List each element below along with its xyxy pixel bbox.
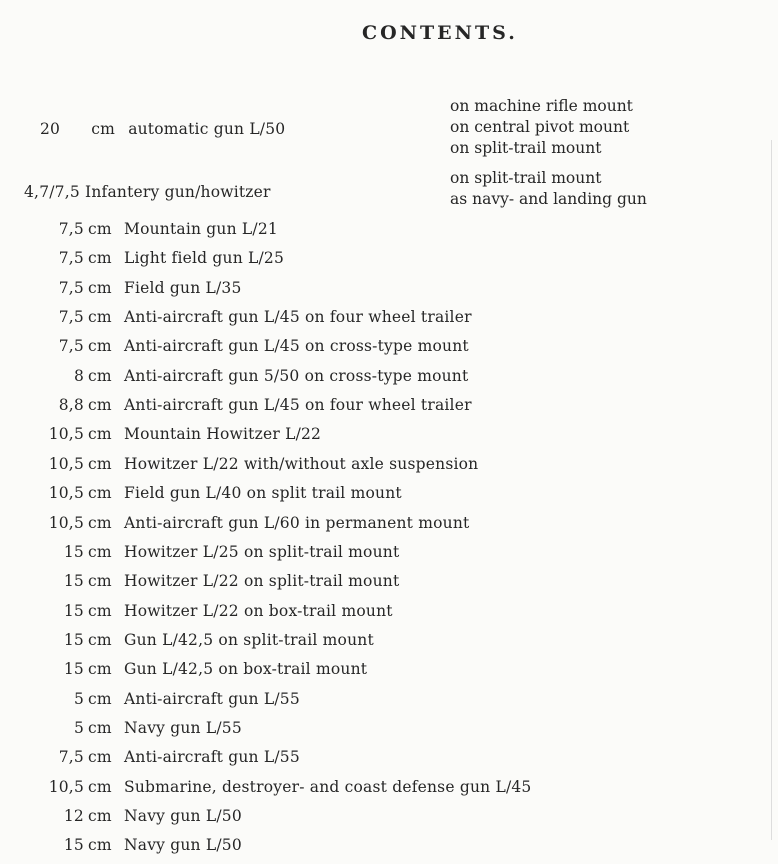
entry-row xyxy=(38,455,758,477)
entry-unit: cm xyxy=(88,220,112,238)
entry-unit: cm xyxy=(88,366,112,385)
entry-unit: cm xyxy=(88,484,112,503)
entry-number: 8,8 xyxy=(58,396,84,415)
entry-unit: cm xyxy=(88,718,112,737)
entry-number: 10,5 xyxy=(48,425,84,444)
entry-row xyxy=(38,220,758,242)
entry-description: Field gun L/40 on split trail mount xyxy=(124,484,402,503)
entry-row xyxy=(38,484,758,506)
entry-row xyxy=(38,367,758,389)
entry-number: 10,5 xyxy=(48,484,84,503)
entry-unit: cm xyxy=(88,513,112,532)
entry-unit: cm xyxy=(88,454,112,473)
entry-row xyxy=(38,836,758,858)
entry-unit: cm xyxy=(88,425,112,444)
entry-unit: cm xyxy=(88,807,112,825)
mount-option: on central pivot mount xyxy=(450,118,630,136)
entry-unit: cm xyxy=(88,601,112,620)
entry-unit: cm xyxy=(88,396,112,415)
entry-description: Howitzer L/25 on split-trail mount xyxy=(124,542,400,561)
entry-description: Anti-aircraft gun 5/50 on cross-type mount xyxy=(124,366,469,385)
entry-number: 7,5 xyxy=(58,278,84,297)
entry-unit: cm xyxy=(88,572,112,591)
entry-unit: cm xyxy=(88,748,112,767)
entry-unit: cm xyxy=(88,689,112,708)
page-title: CONTENTS. xyxy=(362,22,518,44)
entry-unit: cm xyxy=(88,308,112,327)
entry-number: 15 xyxy=(63,542,84,561)
entry-row xyxy=(38,337,758,359)
mount-option: on split-trail mount xyxy=(450,139,602,157)
entry-row xyxy=(38,602,758,624)
entry-description: Field gun L/35 xyxy=(124,278,242,297)
entry-description: Anti-aircraft gun L/60 in permanent mount xyxy=(124,513,470,532)
entry-description: Anti-aircraft gun L/55 xyxy=(124,689,300,708)
entry-number: 7,5 xyxy=(58,748,84,767)
entry-row xyxy=(38,514,758,536)
entry-unit: cm xyxy=(88,278,112,297)
entry-description: Anti-aircraft gun L/45 on cross-type mount xyxy=(124,337,469,356)
entry-unit: cm xyxy=(88,777,112,796)
entry-number: 5 xyxy=(73,718,84,737)
entry-unit: cm xyxy=(91,120,116,138)
entry-unit: cm xyxy=(88,249,112,268)
entry-number: 15 xyxy=(63,601,84,620)
entry-description: Gun L/42,5 on split-trail mount xyxy=(124,630,374,649)
entry-label: 4,7/7,5 Infantery gun/howitzer xyxy=(24,183,271,201)
entry-description: Mountain gun L/21 xyxy=(124,220,278,238)
entry-description: Navy gun L/55 xyxy=(124,718,242,737)
entry-row xyxy=(38,249,758,271)
entry-description: Submarine, destroyer- and coast defense gun L/45 xyxy=(124,777,532,796)
entry-unit: cm xyxy=(88,542,112,561)
entry-number: 10,5 xyxy=(48,777,84,796)
entry-number: 15 xyxy=(63,630,84,649)
entry-description: Mountain Howitzer L/22 xyxy=(124,425,322,444)
entry-description: Howitzer L/22 with/without axle suspension xyxy=(124,454,479,473)
entry-number: 10,5 xyxy=(48,513,84,532)
entry-description: Light field gun L/25 xyxy=(124,249,285,268)
entry-unit: cm xyxy=(88,660,112,679)
entry-description: automatic gun L/50 xyxy=(128,120,286,138)
entry-number: 15 xyxy=(63,660,84,679)
entry-number: 7,5 xyxy=(58,220,84,238)
mount-option: on machine rifle mount xyxy=(450,97,633,115)
entry-row xyxy=(38,660,758,682)
entry-number: 10,5 xyxy=(48,454,84,473)
entry-number: 15 xyxy=(63,836,84,855)
entry-row xyxy=(38,748,758,770)
entry-row xyxy=(38,572,758,594)
entry-first xyxy=(40,120,285,138)
mount-option: as navy- and landing gun xyxy=(450,190,647,208)
entry-number: 20 xyxy=(40,120,61,138)
entry-description: Howitzer L/22 on box-trail mount xyxy=(124,601,393,620)
entry-description: Howitzer L/22 on split-trail mount xyxy=(124,572,400,591)
entry-description: Anti-aircraft gun L/45 on four wheel trailer xyxy=(124,308,472,327)
entry-row xyxy=(38,308,758,330)
entry-row xyxy=(38,778,758,800)
entry-number: 7,5 xyxy=(58,308,84,327)
entry-number: 7,5 xyxy=(58,249,84,268)
entry-description: Gun L/42,5 on box-trail mount xyxy=(124,660,368,679)
entry-row xyxy=(38,279,758,301)
first-entry-mounts xyxy=(450,96,633,159)
entry-row xyxy=(38,396,758,418)
entry-second xyxy=(24,183,271,201)
entry-row xyxy=(38,631,758,653)
entry-row xyxy=(38,425,758,447)
entry-number: 12 xyxy=(63,807,84,825)
second-entry-mounts xyxy=(450,168,647,210)
entry-description: Anti-aircraft gun L/55 xyxy=(124,748,300,767)
entry-unit: cm xyxy=(88,630,112,649)
entry-row xyxy=(38,807,758,829)
entry-row xyxy=(38,543,758,565)
page-edge xyxy=(771,140,772,840)
entry-description: Navy gun L/50 xyxy=(124,807,242,825)
entry-number: 7,5 xyxy=(58,337,84,356)
entry-number: 15 xyxy=(63,572,84,591)
entry-number: 8 xyxy=(73,366,84,385)
entry-unit: cm xyxy=(88,836,112,855)
entry-description: Anti-aircraft gun L/45 on four wheel trailer xyxy=(124,396,472,415)
entry-row xyxy=(38,719,758,741)
entry-unit: cm xyxy=(88,337,112,356)
entry-description: Navy gun L/50 xyxy=(124,836,242,855)
mount-option: on split-trail mount xyxy=(450,169,602,187)
entry-number: 5 xyxy=(73,689,84,708)
entry-row xyxy=(38,690,758,712)
